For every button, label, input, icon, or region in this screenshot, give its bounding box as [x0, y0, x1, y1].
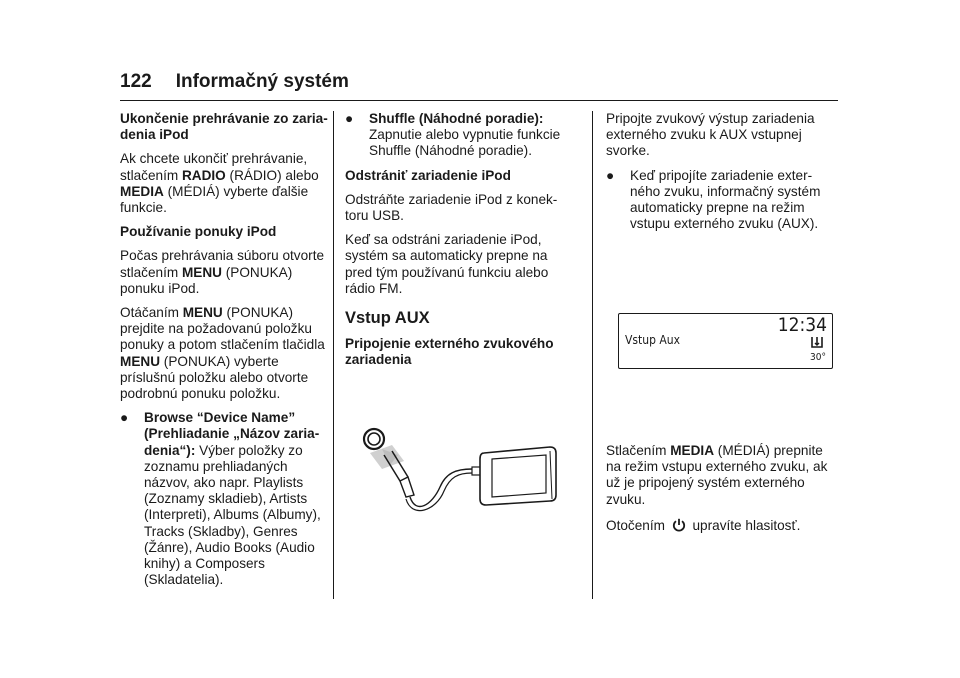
key-menu: MENU	[181, 264, 222, 280]
paragraph-remove-1: Odstráňte zariadenie iPod z konek-toru USB.	[345, 191, 558, 224]
bullet-browse	[120, 410, 330, 588]
key-menu: MENU	[120, 353, 161, 369]
column-3	[606, 111, 838, 240]
aux-jack-illustration	[360, 425, 560, 530]
heading-remove-ipod: Odstrániť zariadenie iPod	[345, 167, 511, 183]
shuffle-label: Shuffle (Náhodné poradie):	[369, 111, 544, 126]
paragraph-stop: Ak chcete ukončiť prehrávanie, stlačením RADIO (RÁDIO) alebo MEDIA (MÉDIÁ) vyberte ďalšie funkcie.	[120, 151, 319, 216]
column-1	[120, 111, 330, 596]
key-menu: MENU	[182, 305, 223, 321]
browse-text: Výber položky zo zoznamu prehliadaných názvov, ako napr. Playlists (Zoznamy skladieb), Artists (Interpreti), Albums (Albumy), Tracks (Skladby), Genres (Žánre), Audio Books (Audio knihy) a Composers (Skladatelia).	[144, 442, 321, 588]
bullet-mark: ●	[120, 410, 129, 426]
paragraph-turn-menu: Otáčaním MENU (PONUKA) prejdite na požadovanú položku ponuky a potom stlačením tlačidla MENU (PONUKA) vyberte príslušnú položku alebo otvorte podrobnú ponuku položku.	[120, 305, 325, 402]
key-media: MEDIA	[670, 443, 715, 458]
column-divider	[592, 111, 593, 599]
heading-connect-device: Pripojenie externého zvukového zariadenia	[345, 336, 554, 368]
display-mode-text: Vstup Aux	[625, 333, 680, 347]
section-title-aux: Vstup AUX	[345, 309, 430, 328]
bullet-auto-switch-text: Keď pripojíte zariadenie exter-ného zvuku, informačný systém automaticky prepne na režim vstupu externého zvuku (AUX).	[630, 167, 821, 232]
paragraph-connect-aux: Pripojte zvukový výstup zariadenia externého zvuku k AUX vstupnej svorke.	[606, 111, 815, 159]
aux-device-icon	[810, 336, 824, 350]
bullet-mark: ●	[606, 167, 615, 183]
browse-label: Browse “Device Name” (Prehliadanie „Názov zaria-denia“):	[144, 410, 320, 458]
aux-display-screen	[618, 313, 833, 369]
bullet-auto-switch	[606, 168, 838, 233]
bullet-mark: ●	[345, 111, 354, 126]
paragraph-remove-2: Keď sa odstráni zariadenie iPod, systém sa automaticky prepne na pred tým používanú funkciu alebo rádio FM.	[345, 232, 549, 296]
page-number: 122	[120, 71, 152, 92]
display-temperature: 30°	[810, 352, 826, 363]
shuffle-text: Zapnutie alebo vypnutie funkcie Shuffle (Náhodné poradie).	[369, 127, 561, 159]
heading-stop-ipod: Ukončenie prehrávanie zo zaria-denia iPod	[120, 111, 328, 143]
bullet-shuffle	[345, 111, 575, 160]
paragraph-open-menu: Počas prehrávania súboru otvorte stlačením MENU (PONUKA) ponuku iPod.	[120, 248, 325, 296]
column-divider	[333, 111, 334, 599]
column-3-lower	[606, 443, 838, 542]
key-radio: RADIO	[181, 167, 226, 183]
page-title: Informačný systém	[175, 71, 349, 92]
display-clock: 12:34	[777, 314, 827, 336]
paragraph-media-switch: Stlačením MEDIA (MÉDIÁ) prepnite na režim vstupu externého zvuku, ak už je pripojený systém externého zvuku.	[606, 443, 828, 507]
paragraph-volume: Otočením upravíte hlasitosť.	[606, 517, 801, 533]
column-2	[345, 111, 575, 376]
power-icon	[672, 518, 686, 532]
heading-ipod-menu: Používanie ponuky iPod	[120, 224, 277, 240]
key-media: MEDIA	[120, 183, 164, 199]
page-header	[120, 70, 838, 101]
